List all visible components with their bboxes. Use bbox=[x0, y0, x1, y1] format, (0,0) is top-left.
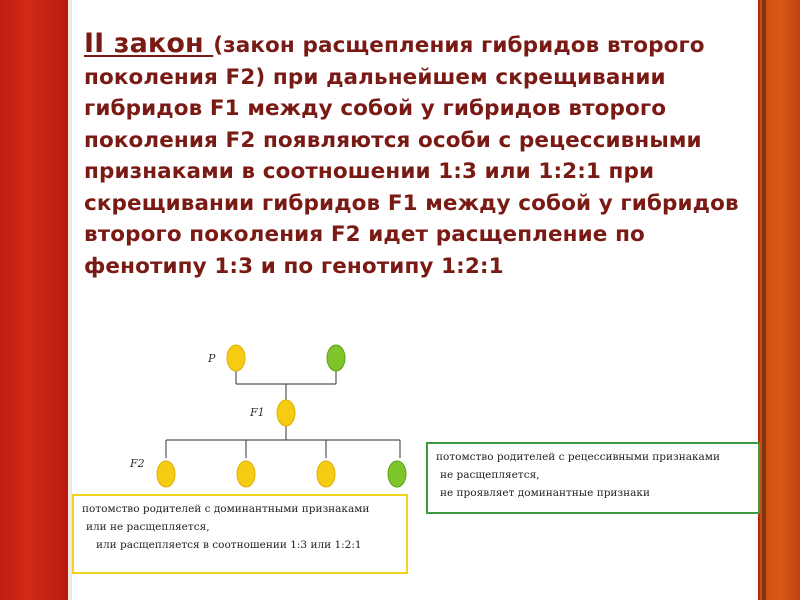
dominant-note-box bbox=[72, 494, 408, 574]
recessive-note-box bbox=[426, 442, 760, 514]
background-right bbox=[760, 0, 800, 600]
dominant-note-line: потомство родителей с доминантными признаками bbox=[82, 503, 370, 515]
accent-bar bbox=[762, 0, 766, 600]
law-text: (закон расщепления гибридов второго поколения F2) при дальнейшем скрещивании гибридов F1 между собой у гибридов второго поколения F2 появляются особи с рецессивными признаками в соотношении 1:3 или 1:2:1 при скрещивании гибридов F1 между собой у гибридов второго поколения F2 идет расщепление по фенотипу 1:3 и по генотипу 1:2:1 bbox=[84, 33, 739, 279]
label-f2: F2 bbox=[130, 457, 145, 470]
text-region bbox=[70, 0, 756, 338]
inheritance-diagram bbox=[70, 338, 756, 578]
recessive-note-line: потомство родителей с рецессивными признаками bbox=[436, 451, 720, 463]
f2-green-pea bbox=[388, 461, 406, 487]
f2-yellow-pea bbox=[157, 461, 175, 487]
label-f1: F1 bbox=[250, 406, 265, 419]
recessive-note-line: не расщепляется, bbox=[440, 469, 540, 481]
f2-yellow-pea bbox=[237, 461, 255, 487]
dominant-note-line: или расщепляется в соотношении 1:3 или 1:2:1 bbox=[96, 539, 362, 551]
parent-green-pea bbox=[327, 345, 345, 371]
parent-yellow-pea bbox=[227, 345, 245, 371]
label-p: P bbox=[208, 352, 216, 365]
f1-yellow-pea bbox=[277, 400, 295, 426]
recessive-note-line: не проявляет доминантные признаки bbox=[440, 487, 650, 499]
dominant-note-line: или не расщепляется, bbox=[86, 521, 210, 533]
f2-yellow-pea bbox=[317, 461, 335, 487]
law-paragraph bbox=[84, 28, 748, 282]
law-title: II закон bbox=[84, 28, 214, 59]
background-left bbox=[0, 0, 70, 600]
